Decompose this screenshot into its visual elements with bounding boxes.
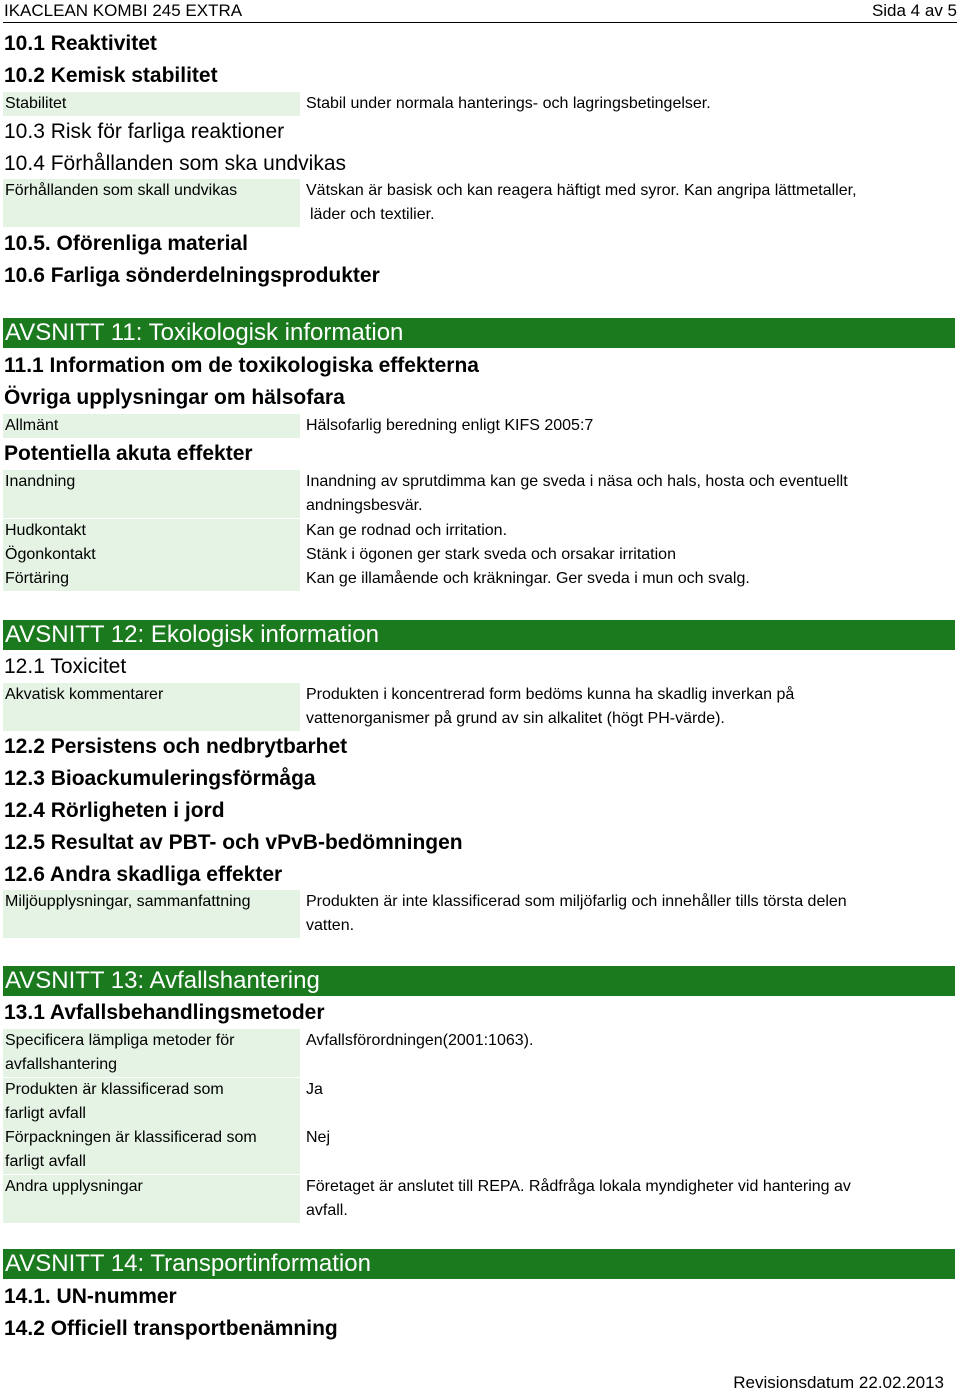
page-header: [3, 0, 957, 23]
section-14-title: AVSNITT 14: Transportinformation: [5, 1250, 371, 1277]
label-ogonkontakt: Ögonkontakt: [3, 543, 300, 567]
value-ogonkontakt: Stänk i ögonen ger stark sveda och orsakar irritation: [306, 546, 676, 563]
label-produkten-line2: farligt avfall: [5, 1105, 86, 1122]
value-akvatisk-line2: vattenorganismer på grund av sin alkalitet (högt PH-värde).: [306, 710, 725, 727]
value-fortaring: Kan ge illamående och kräkningar. Ger sveda i mun och svalg.: [306, 570, 750, 587]
label-hudkontakt: Hudkontakt: [3, 519, 300, 543]
heading-14-1: 14.1. UN-nummer: [4, 1285, 177, 1308]
revision-date: Revisionsdatum 22.02.2013: [733, 1373, 944, 1392]
product-name: IKACLEAN KOMBI 245 EXTRA: [4, 1, 243, 20]
heading-10-4: 10.4 Förhållanden som ska undvikas: [4, 152, 347, 175]
heading-ovriga: Övriga upplysningar om hälsofara: [4, 386, 345, 409]
value-inandning: [306, 470, 936, 518]
value-miljo: [306, 890, 936, 938]
section-11-bar: [3, 318, 955, 348]
section-14-bar: [3, 1249, 955, 1279]
heading-12-4: 12.4 Rörligheten i jord: [4, 799, 225, 822]
value-specificera: Avfallsförordningen(2001:1063).: [306, 1032, 534, 1049]
label-akvatisk: Akvatisk kommentarer: [3, 683, 300, 731]
heading-10-6: 10.6 Farliga sönderdelningsprodukter: [4, 264, 380, 287]
section-12-title: AVSNITT 12: Ekologisk information: [5, 621, 379, 648]
heading-12-3: 12.3 Bioackumuleringsförmåga: [4, 767, 316, 790]
value-inandning-line1: Inandning av sprutdimma kan ge sveda i näsa och hals, hosta och eventuellt: [306, 473, 848, 490]
label-forpackningen-line2: farligt avfall: [5, 1153, 86, 1170]
label-andra-upplysningar: Andra upplysningar: [3, 1175, 300, 1223]
label-specificera-line1: Specificera lämpliga metoder för: [5, 1032, 235, 1049]
value-andra-line2: avfall.: [306, 1202, 348, 1219]
value-allmant: Hälsofarlig beredning enligt KIFS 2005:7: [306, 417, 594, 434]
value-akvatisk-line1: Produkten i koncentrerad form bedöms kunna ha skadlig inverkan på: [306, 686, 795, 703]
section-11-title: AVSNITT 11: Toxikologisk information: [5, 319, 404, 346]
value-inandning-line2: andningsbesvär.: [306, 497, 423, 514]
heading-10-1: 10.1 Reaktivitet: [4, 32, 157, 55]
label-forhallanden: Förhållanden som skall undvikas: [3, 179, 300, 227]
value-produkten-farligt: Ja: [306, 1081, 323, 1098]
label-specificera: [3, 1029, 300, 1077]
label-fortaring: Förtäring: [3, 567, 300, 591]
section-12-bar: [3, 620, 955, 650]
value-miljo-line2: vatten.: [306, 917, 355, 934]
label-miljo: Miljöupplysningar, sammanfattning: [3, 890, 300, 938]
value-forpackningen-farligt: Nej: [306, 1129, 331, 1146]
label-produkten-farligt: [3, 1078, 300, 1126]
label-inandning: Inandning: [3, 470, 300, 518]
label-forpackningen-farligt: [3, 1126, 300, 1174]
value-forhallanden: [306, 179, 936, 227]
section-13-bar: [3, 966, 955, 996]
label-forpackningen-line1: Förpackningen är klassificerad som: [5, 1129, 257, 1146]
heading-12-5: 12.5 Resultat av PBT- och vPvB-bedömningen: [4, 831, 463, 854]
value-andra-upplysningar: [306, 1175, 936, 1223]
heading-12-2: 12.2 Persistens och nedbrytbarhet: [4, 735, 348, 758]
label-specificera-line2: avfallshantering: [5, 1056, 118, 1073]
heading-10-2: 10.2 Kemisk stabilitet: [4, 64, 218, 87]
label-produkten-line1: Produkten är klassificerad som: [5, 1081, 224, 1098]
heading-11-1: 11.1 Information om de toxikologiska effekterna: [4, 354, 479, 377]
heading-10-5: 10.5. Oförenliga material: [4, 232, 248, 255]
label-stabilitet: Stabilitet: [3, 92, 300, 116]
heading-12-1: 12.1 Toxicitet: [4, 655, 127, 678]
heading-akuta: Potentiella akuta effekter: [4, 442, 253, 465]
value-forhallanden-line1: Vätskan är basisk och kan reagera häftigt med syror. Kan angripa lättmetaller,: [306, 182, 857, 199]
value-forhallanden-line2: läder och textilier.: [310, 206, 435, 223]
label-allmant: Allmänt: [3, 414, 300, 438]
heading-10-3: 10.3 Risk för farliga reaktioner: [4, 120, 285, 143]
value-stabilitet: Stabil under normala hanterings- och lagringsbetingelser.: [306, 95, 711, 112]
value-akvatisk: [306, 683, 936, 731]
value-andra-line1: Företaget är anslutet till REPA. Rådfråga lokala myndigheter vid hantering av: [306, 1178, 851, 1195]
heading-14-2: 14.2 Officiell transportbenämning: [4, 1317, 338, 1340]
value-hudkontakt: Kan ge rodnad och irritation.: [306, 522, 508, 539]
section-13-title: AVSNITT 13: Avfallshantering: [5, 967, 320, 994]
heading-13-1: 13.1 Avfallsbehandlingsmetoder: [4, 1001, 325, 1024]
page-number: Sida 4 av 5: [871, 1, 957, 20]
heading-12-6: 12.6 Andra skadliga effekter: [4, 863, 283, 886]
value-miljo-line1: Produkten är inte klassificerad som miljöfarlig och innehåller tills törsta delen: [306, 893, 847, 910]
